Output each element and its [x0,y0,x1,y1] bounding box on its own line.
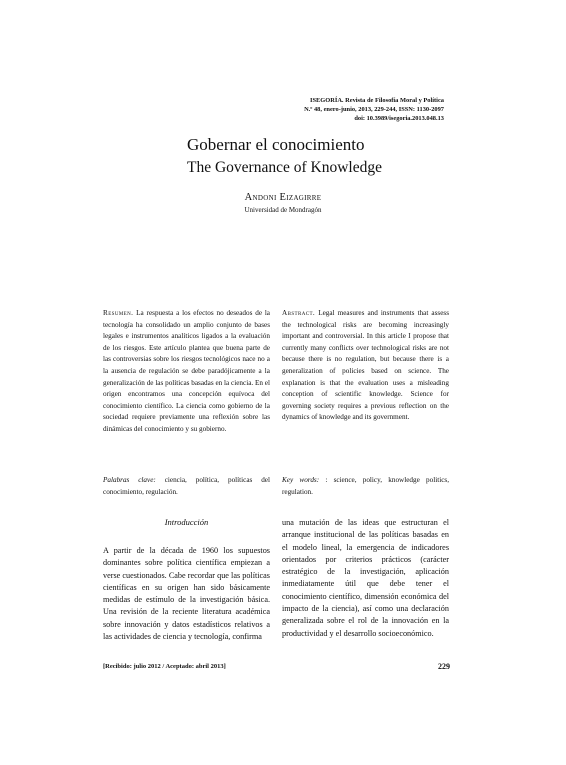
keywords-spanish-label: Palabras clave: [103,476,156,484]
journal-line-2: N.º 48, enero-junio, 2013, 229-244, ISSN: 1130-2097 [304,106,444,113]
received-accepted-dates: [Recibido: julio 2012 / Aceptado: abril 2013] [103,663,226,670]
keywords-spanish-text: ciencia, política, políticas del conocimiento, regulación. [103,476,270,496]
abstract-spanish [103,308,270,436]
author-affiliation: Universidad de Mondragón [244,206,322,214]
section-title-introduction: Introducción [164,517,209,527]
abstract-english-text: Legal measures and instruments that assess the technological risks are becoming increasingly important and controversial. In this article I propose that currently many conflicts over technological risks are not because there is no regulation, but because there is a generalization of policies based on science. The explanation is that the evaluation uses a misleading conception of scientific knowledge. Science for governing society requires a previous reflection on the dynamics of knowledge and its government. [282,309,449,422]
journal-line-3: doi: 10.3989/isegoria.2013.048.13 [354,115,444,122]
title-english: The Governance of Knowledge [187,159,382,176]
keywords-english [282,475,449,498]
title-spanish: Gobernar el conocimiento [187,135,365,154]
keywords-spanish [103,475,270,498]
journal-header [304,96,444,123]
abstract-english-label: Abstract. [282,309,316,317]
author-name: Andoni Eizagirre [244,192,322,203]
abstract-english [282,308,449,424]
abstract-spanish-label: Resumen. [103,309,134,317]
keywords-english-text: : science, policy, knowledge politics, regulation. [282,476,449,496]
body-text-left-column: A partir de la década de 1960 los supuestos dominantes sobre política científica empiezan a verse cuestionados. Cabe recordar que las políticas científicas en su origen han sido básicamente medidas de estímulo de la investigación básica. Una revisión de la reciente literatura académica sobre innovación y datos estadísticos relativos a las actividades de ciencia y tecnología, confirma [103,546,270,642]
abstract-spanish-text: La respuesta a los efectos no deseados de la tecnología ha consolidado un amplio conjunto de bases legales e instrumentos analíticos ligados a la evaluación de los riesgos. Este artículo plantea que buena parte de las controversias sobre los riesgos tecnológicos nace no a la ausencia de regulación se debe paradójicamente a la generalización de las políticas basadas en la ciencia. En el origen encontramos una concepción equívoca del conocimiento científico. La ciencia como gobierno de la sociedad requiere previamente una reflexión sobre las dinámicas del conocimiento y su gobierno. [103,309,271,433]
journal-line-1: ISEGORÍA. Revista de Filosofía Moral y Política [309,97,444,104]
body-text-right-column: una mutación de las ideas que estructuran el arranque institucional de las políticas basadas en el modelo lineal, la emergencia de indicadores orientados por criterios prácticos (carácter estratégico de la investigación, aplicación inmediatamente útil que debe tener el conocimiento científico, dimensión económica del impacto de la ciencia), así como una declaración generalizada sobre el rol de la innovación en la productividad y el desarrollo socioeconómico. [282,518,449,638]
keywords-english-label: Key words: [282,476,320,484]
page-number: 229 [438,662,450,671]
